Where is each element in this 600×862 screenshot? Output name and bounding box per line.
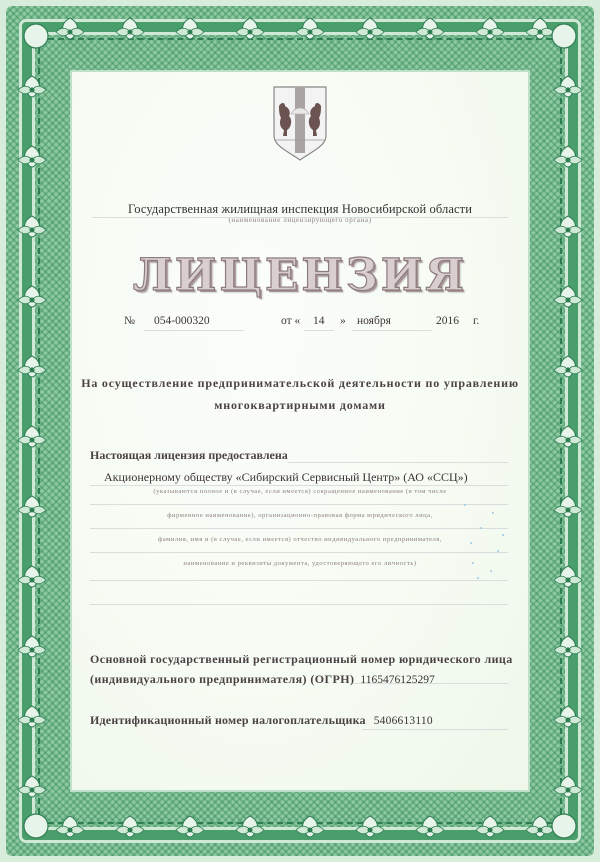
hint-rule-3 — [90, 552, 508, 553]
number-label: № — [124, 315, 135, 327]
ogrn-label-line-1: Основной государственный регистрационный номер юридического лица — [90, 652, 513, 666]
hint-rule-1 — [90, 504, 508, 505]
license-number: 054-000320 — [154, 315, 210, 327]
date-year: 2016 — [436, 315, 459, 327]
date-month: ноября — [357, 315, 391, 327]
number-underline — [144, 330, 244, 331]
ogrn-label-line-2: (индивидуального предпринимателя) (ОГРН) — [90, 672, 355, 686]
licensee-name: Акционерному обществу «Сибирский Сервисный Центр» (АО «ССЦ») — [104, 470, 468, 484]
date-day: 14 — [313, 315, 325, 327]
issuer-caption: (наименование лицензирующего органа) — [228, 216, 372, 224]
licensee-underline — [90, 485, 508, 486]
license-subject — [72, 372, 528, 416]
issuing-authority — [72, 202, 528, 224]
hint-rule-2 — [90, 528, 508, 529]
date-day-close: » — [340, 315, 346, 327]
date-prefix: от « — [281, 315, 301, 327]
granted-underline — [288, 462, 508, 463]
licensee-hint-2: фирменное наименование), организационно-правовая форма юридического лица, — [167, 512, 433, 519]
date-year-suffix: г. — [473, 315, 480, 327]
blank-rule-1 — [90, 580, 508, 581]
novosibirsk-coat-of-arms-icon — [271, 84, 329, 162]
inn-label: Идентификационный номер налогоплательщика — [90, 713, 366, 727]
inn-value: 5406613110 — [373, 715, 433, 727]
licensee-hint-1: (указываются полное и (в случае, если имеется) сокращенное наименование (в том числе — [153, 488, 447, 495]
month-underline — [352, 330, 432, 331]
license-body — [72, 72, 528, 790]
issuer-underline — [92, 217, 508, 218]
document-title: ЛИЦЕНЗИЯ — [132, 250, 468, 301]
licensee-hint-3: фамилия, имя и (в случае, если имеется) отчество индивидуального предпринимателя, — [157, 536, 442, 543]
blank-rule-2 — [90, 604, 508, 605]
granted-to-label: Настоящая лицензия предоставлена — [90, 448, 288, 462]
subject-line-2: многоквартирными домами — [214, 398, 386, 412]
issuer-name: Государственная жилищная инспекция Новосибирской области — [128, 202, 472, 216]
ogrn-underline — [354, 683, 508, 684]
inn-underline — [362, 729, 508, 730]
inn-block — [90, 713, 433, 728]
licensee-hint-4: наименование и реквизиты документа, удостоверяющего его личность) — [183, 560, 417, 567]
ogrn-value: 1165476125297 — [360, 674, 435, 686]
day-underline — [304, 330, 334, 331]
subject-line-1: На осуществление предпринимательской деятельности по управлению — [81, 376, 519, 390]
